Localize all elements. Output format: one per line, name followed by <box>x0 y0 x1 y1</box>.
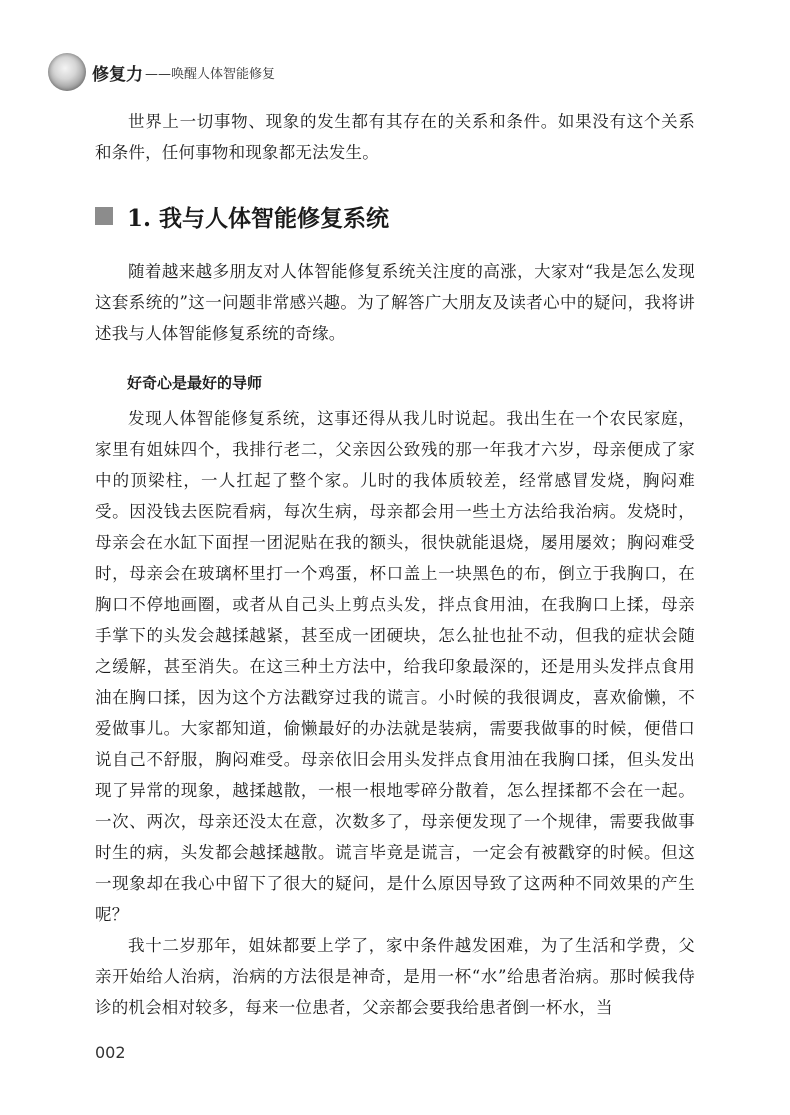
book-title: 修复力 <box>92 64 143 85</box>
section-heading-text: 1. 我与人体智能修复系统 <box>127 204 390 232</box>
body-paragraph-1: 发现人体智能修复系统，这事还得从我儿时说起。我出生在一个农民家庭，家里有姐妹四个，我排行老二，父亲因公致残的那一年我才六岁，母亲便成了家中的顶梁柱，一人扛起了整个家。儿时的我体质较差，经常感冒发烧，胸闷难受。因没钱去医院看病，每次生病，母亲都会用一些土方法给我治病。发烧时，母亲会在水缸下面捏一团泥贴在我的额头，很快就能退烧，屡用屡效；胸闷难受时，母亲会在玻璃杯里打一个鸡蛋，杯口盖上一块黑色的布，倒立于我胸口，在胸口不停地画圈，或者从自己头上剪点头发，拌点食用油，在我胸口上揉，母亲手掌下的头发会越揉越紧，甚至成一团硬块，怎么扯也扯不动，但我的症状会随之缓解，甚至消失。在这三种土方法中，给我印象最深的，还是用头发拌点食用油在胸口揉，因为这个方法戳穿过我的谎言。小时候的我很调皮，喜欢偷懒，不爱做事儿。大家都知道，偷懒最好的办法就是装病，需要我做事的时候，便借口说自己不舒服，胸闷难受。母亲依旧会用头发拌点食用油在我胸口揉，但头发出现了异常的现象，越揉越散，一根一根地零碎分散着，怎么捏揉都不会在一起。一次、两次，母亲还没太在意，次数多了，母亲便发现了一个规律，需要我做事时生的病，头发都会越揉越散。谎言毕竟是谎言，一定会有被戳穿的时候。但这一现象却在我心中留下了很大的疑问，是什么原因导致了这两种不同效果的产生呢？ <box>95 409 695 924</box>
round-seal-logo-icon <box>48 53 86 91</box>
intro-paragraph: 世界上一切事物、现象的发生都有其存在的关系和条件。如果没有这个关系和条件，任何事物和现象都无法发生。 <box>95 112 695 162</box>
page-number: 002 <box>95 1043 126 1062</box>
subsection-heading: 好奇心是最好的导师 <box>127 374 263 392</box>
section-heading <box>95 196 695 236</box>
body-paragraph-2: 我十二岁那年，姐妹都要上学了，家中条件越发困难，为了生活和学费，父亲开始给人治病，治病的方法很是神奇，是用一杯“水”给患者治病。那时候我侍诊的机会相对较多，每来一位患者，父亲都会要我给患者倒一杯水，当 <box>95 936 695 1017</box>
book-subtitle: ——唤醒人体智能修复 <box>145 66 276 82</box>
page-body <box>95 106 695 1023</box>
section-paragraph: 随着越来越多朋友对人体智能修复系统关注度的高涨，大家对“我是怎么发现这套系统的”这一问题非常感兴趣。为了解答广大朋友及读者心中的疑问，我将讲述我与人体智能修复系统的奇缘。 <box>95 262 695 343</box>
running-header <box>48 52 275 92</box>
heading-square-icon <box>95 207 113 225</box>
